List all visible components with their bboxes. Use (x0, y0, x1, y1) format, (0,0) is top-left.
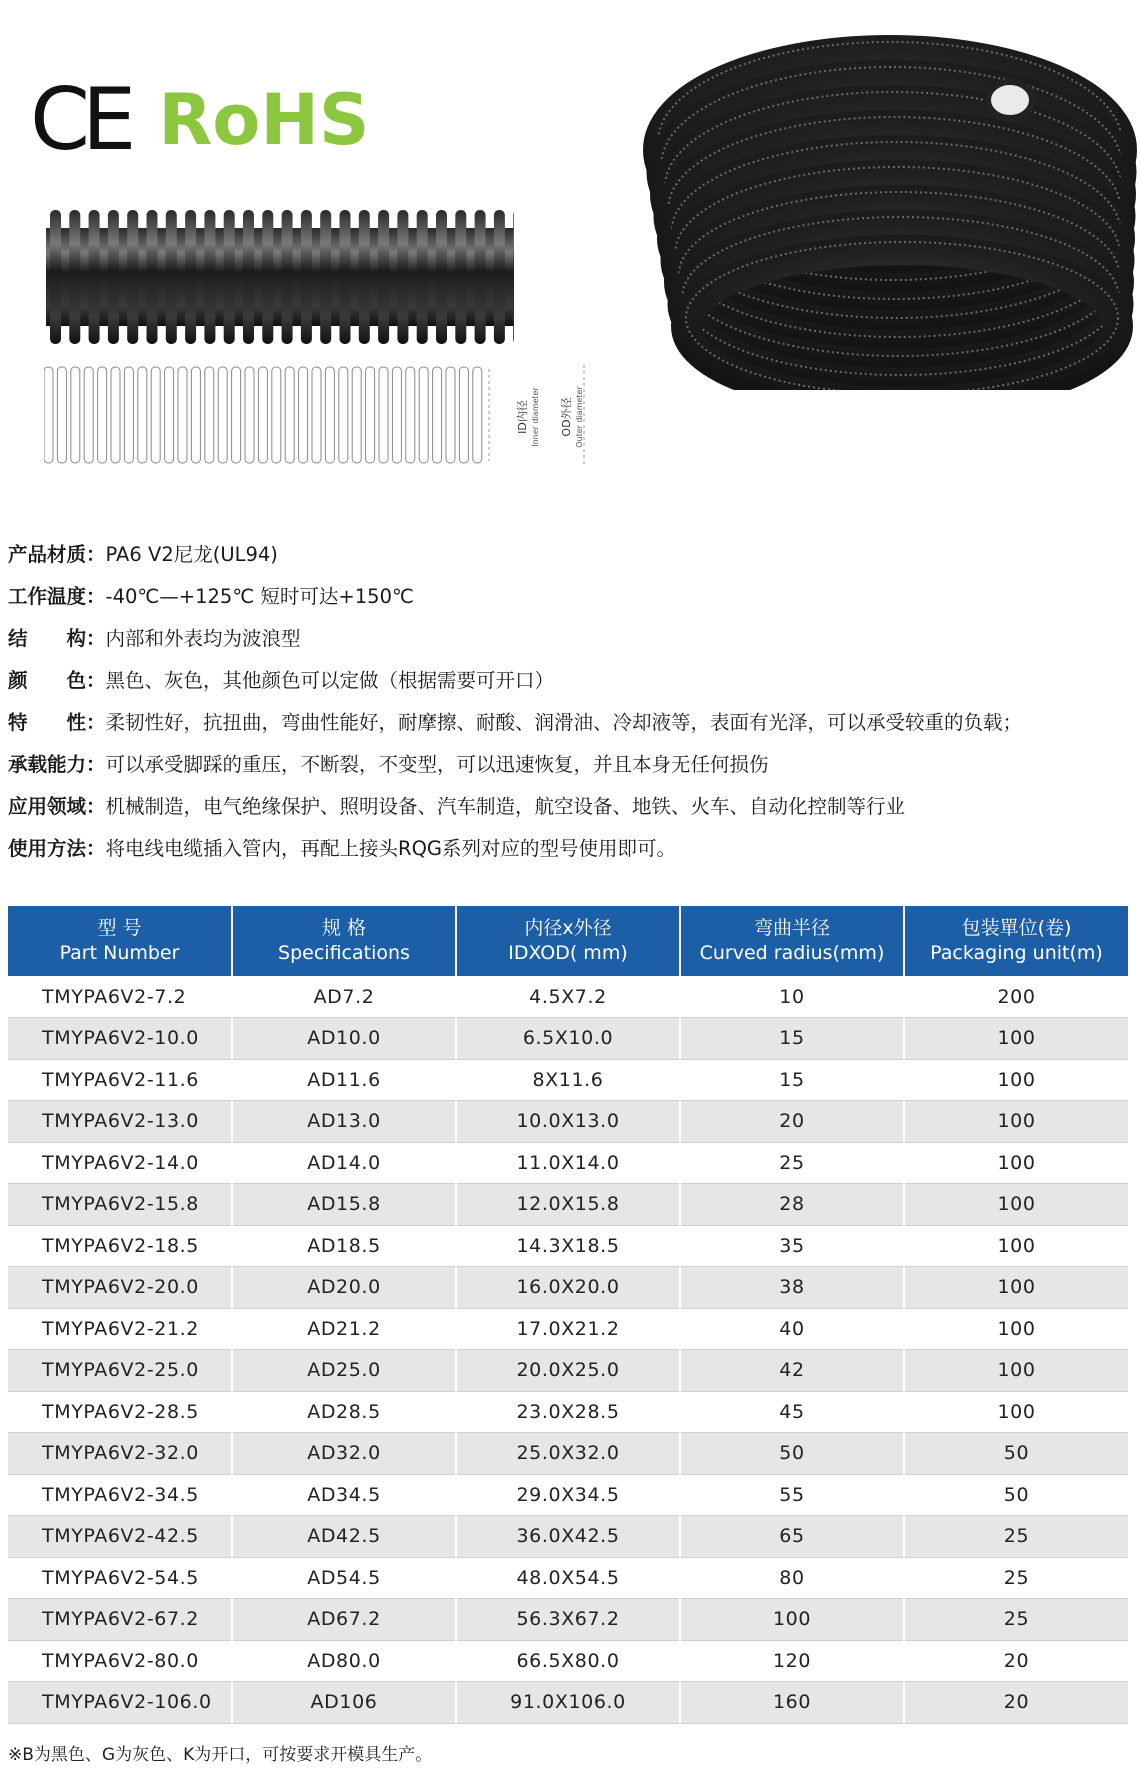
table-cell: 100 (904, 1308, 1128, 1350)
table-cell: 8X11.6 (456, 1059, 680, 1101)
table-cell: TMYPA6V2-21.2 (8, 1308, 232, 1350)
table-cell: 66.5X80.0 (456, 1640, 680, 1682)
table-cell: 50 (904, 1474, 1128, 1516)
drawing-rib (111, 367, 120, 463)
drawing-rib (84, 367, 93, 463)
drawing-rib (71, 367, 80, 463)
column-header-cn: 包装單位(卷) (961, 917, 1072, 939)
table-cell: AD10.0 (232, 1018, 456, 1060)
column-header-cn: 型 号 (97, 917, 142, 939)
hose-rib (89, 210, 100, 344)
table-cell: TMYPA6V2-14.0 (8, 1142, 232, 1184)
table-cell: 65 (680, 1516, 904, 1558)
hose-end-opening (988, 82, 1032, 118)
table-cell: 100 (904, 1059, 1128, 1101)
table-cell: 100 (904, 1184, 1128, 1226)
spec-label: 工作温度 (8, 585, 87, 608)
drawing-rib (178, 367, 187, 463)
table-cell: AD54.5 (232, 1557, 456, 1599)
drawing-rib (124, 367, 133, 463)
table-cell: TMYPA6V2-15.8 (8, 1184, 232, 1226)
table-cell: AD21.2 (232, 1308, 456, 1350)
table-cell: 40 (680, 1308, 904, 1350)
hose-rib (262, 210, 273, 344)
spec-value: -40℃—+125℃ 短时可达+150℃ (105, 585, 414, 608)
spec-value: 机械制造，电气绝缘保护、照明设备、汽车制造，航空设备、地铁、火车、自动化控制等行业 (105, 795, 906, 818)
table-cell: 10 (680, 976, 904, 1018)
spec-label: 颜 色 (8, 669, 87, 692)
table-cell: TMYPA6V2-42.5 (8, 1516, 232, 1558)
table-cell: AD28.5 (232, 1391, 456, 1433)
table-cell: AD7.2 (232, 976, 456, 1018)
spec-row (8, 576, 1133, 618)
spec-table-container (8, 906, 1128, 1724)
table-cell: AD67.2 (232, 1599, 456, 1641)
drawing-rib (151, 367, 160, 463)
hose-rib (50, 210, 61, 344)
table-cell: AD80.0 (232, 1640, 456, 1682)
table-cell: 17.0X21.2 (456, 1308, 680, 1350)
drawing-rib (272, 367, 281, 463)
table-cell: TMYPA6V2-25.0 (8, 1350, 232, 1392)
table-cell: AD42.5 (232, 1516, 456, 1558)
drawing-rib (191, 367, 200, 463)
column-header-en: Curved radius(mm) (699, 942, 885, 964)
table-cell: 42 (680, 1350, 904, 1392)
hose-side-photo (46, 210, 514, 344)
column-header-cn: 内径x外径 (524, 917, 612, 939)
drawing-rib (419, 367, 428, 463)
table-cell: AD15.8 (232, 1184, 456, 1226)
hose-rib (282, 210, 293, 344)
table-cell: 25 (904, 1599, 1128, 1641)
table-cell: TMYPA6V2-13.0 (8, 1101, 232, 1143)
drawing-rib (459, 367, 468, 463)
hose-rib (204, 210, 215, 344)
hose-dimension-drawing (44, 365, 604, 465)
table-cell: 160 (680, 1682, 904, 1724)
id-sublabel: Inner diameter (531, 387, 540, 447)
table-row (8, 1184, 1128, 1226)
footnote: ※B为黑色、G为灰色、K为开口，可按要求开模具生产。 (8, 1745, 433, 1765)
drawing-rib (312, 367, 321, 463)
table-cell: 35 (680, 1225, 904, 1267)
table-cell: AD13.0 (232, 1101, 456, 1143)
hose-rib (69, 210, 80, 344)
table-cell: 56.3X67.2 (456, 1599, 680, 1641)
table-cell: 38 (680, 1267, 904, 1309)
spec-separator: ： (86, 753, 106, 776)
drawing-rib (285, 367, 294, 463)
drawing-rib (379, 367, 388, 463)
table-cell: 15 (680, 1018, 904, 1060)
table-cell: 28 (680, 1184, 904, 1226)
table-cell: 20 (680, 1101, 904, 1143)
table-row (8, 1557, 1128, 1599)
table-cell: 25 (904, 1516, 1128, 1558)
table-row (8, 1267, 1128, 1309)
table-cell: 29.0X34.5 (456, 1474, 680, 1516)
hose-rib (378, 210, 389, 344)
table-cell: TMYPA6V2-11.6 (8, 1059, 232, 1101)
table-cell: 100 (904, 1142, 1128, 1184)
drawing-rib (138, 367, 147, 463)
table-cell: 91.0X106.0 (456, 1682, 680, 1724)
spec-label: 应用领域 (8, 795, 87, 818)
table-cell: 25 (904, 1557, 1128, 1599)
table-cell: TMYPA6V2-18.5 (8, 1225, 232, 1267)
column-header-cn: 弯曲半径 (753, 917, 830, 939)
table-row (8, 1391, 1128, 1433)
table-row (8, 1101, 1128, 1143)
table-cell: 11.0X14.0 (456, 1142, 680, 1184)
hose-rib (397, 210, 408, 344)
table-cell: 50 (680, 1433, 904, 1475)
hose-rib (243, 210, 254, 344)
table-cell: AD32.0 (232, 1433, 456, 1475)
product-hero (0, 0, 1140, 520)
table-cell: 25 (680, 1142, 904, 1184)
table-cell: TMYPA6V2-80.0 (8, 1640, 232, 1682)
table-cell: 16.0X20.0 (456, 1267, 680, 1309)
table-cell: TMYPA6V2-106.0 (8, 1682, 232, 1724)
drawing-rib (57, 367, 66, 463)
table-cell: AD18.5 (232, 1225, 456, 1267)
hose-rib (513, 210, 514, 344)
table-cell: 36.0X42.5 (456, 1516, 680, 1558)
id-label: ID内径 (516, 400, 529, 434)
drawing-rib (299, 367, 308, 463)
table-row (8, 1682, 1128, 1724)
table-cell: 12.0X15.8 (456, 1184, 680, 1226)
drawing-rib (258, 367, 267, 463)
spec-separator: ： (86, 669, 106, 692)
table-row (8, 1308, 1128, 1350)
column-header (904, 906, 1128, 976)
spec-value: 将电线电缆插入管内，再配上接头RQG系列对应的型号使用即可。 (105, 837, 677, 860)
table-cell: AD11.6 (232, 1059, 456, 1101)
table-cell: TMYPA6V2-10.0 (8, 1018, 232, 1060)
hose-rib (185, 210, 196, 344)
spec-label: 产品材质 (8, 543, 87, 566)
table-cell: 20 (904, 1682, 1128, 1724)
table-cell: TMYPA6V2-67.2 (8, 1599, 232, 1641)
drawing-rib (433, 367, 442, 463)
spec-row (8, 786, 1133, 828)
spec-separator: ： (86, 711, 106, 734)
drawing-rib (325, 367, 334, 463)
table-cell: 20 (904, 1640, 1128, 1682)
table-cell: 45 (680, 1391, 904, 1433)
table-cell: 4.5X7.2 (456, 976, 680, 1018)
table-cell: 14.3X18.5 (456, 1225, 680, 1267)
hose-rib (455, 210, 466, 344)
spec-row (8, 744, 1133, 786)
table-cell: TMYPA6V2-28.5 (8, 1391, 232, 1433)
spec-value: 柔韧性好，抗扭曲，弯曲性能好，耐摩擦、耐酸、润滑油、冷却液等，表面有光泽，可以承受较重的负载； (105, 711, 1023, 734)
column-header (8, 906, 232, 976)
table-cell: 100 (680, 1599, 904, 1641)
spec-separator: ： (86, 627, 106, 650)
spec-label: 特 性 (8, 711, 87, 734)
spec-table (8, 906, 1128, 1724)
drawing-rib (406, 367, 415, 463)
table-row (8, 1059, 1128, 1101)
table-cell: 200 (904, 976, 1128, 1018)
spec-label: 结 构 (8, 627, 87, 650)
drawing-rib (232, 367, 241, 463)
table-cell: 100 (904, 1391, 1128, 1433)
column-header-en: Packaging unit(m) (930, 942, 1103, 964)
spec-row (8, 618, 1133, 660)
drawing-rib (392, 367, 401, 463)
table-cell: TMYPA6V2-34.5 (8, 1474, 232, 1516)
table-cell: TMYPA6V2-32.0 (8, 1433, 232, 1475)
table-cell: 100 (904, 1267, 1128, 1309)
drawing-rib (44, 367, 53, 463)
table-cell: 100 (904, 1101, 1128, 1143)
table-cell: AD34.5 (232, 1474, 456, 1516)
table-cell: 10.0X13.0 (456, 1101, 680, 1143)
drawing-rib (366, 367, 375, 463)
hose-rib (108, 210, 119, 344)
table-cell: 15 (680, 1059, 904, 1101)
column-header-en: IDXOD( mm) (508, 942, 628, 964)
table-row (8, 1599, 1128, 1641)
drawing-rib (245, 367, 254, 463)
hose-rib (417, 210, 428, 344)
spec-separator: ： (86, 837, 106, 860)
od-sublabel: Outer diameter (575, 386, 584, 448)
table-header-row (8, 906, 1128, 976)
drawing-rib (352, 367, 361, 463)
spec-row (8, 702, 1133, 744)
table-cell: 23.0X28.5 (456, 1391, 680, 1433)
rohs-logo: RoHS (158, 79, 370, 161)
table-cell: 80 (680, 1557, 904, 1599)
table-cell: 25.0X32.0 (456, 1433, 680, 1475)
table-cell: 48.0X54.5 (456, 1557, 680, 1599)
spec-row (8, 828, 1133, 870)
drawing-rib (218, 367, 227, 463)
hose-rib (494, 210, 505, 344)
spec-value: 内部和外表均为波浪型 (105, 627, 301, 650)
table-row (8, 1474, 1128, 1516)
spec-label: 承载能力 (8, 753, 87, 776)
certification-logos (30, 70, 370, 170)
drawing-rib (205, 367, 214, 463)
table-cell: 100 (904, 1225, 1128, 1267)
hose-rib (147, 210, 158, 344)
column-header (456, 906, 680, 976)
hose-rib (320, 210, 331, 344)
drawing-rib (165, 367, 174, 463)
table-row (8, 1640, 1128, 1682)
table-row (8, 1350, 1128, 1392)
table-cell: 50 (904, 1433, 1128, 1475)
table-cell: TMYPA6V2-7.2 (8, 976, 232, 1018)
drawing-rib (98, 367, 107, 463)
column-header-en: Part Number (59, 942, 180, 964)
table-cell: TMYPA6V2-20.0 (8, 1267, 232, 1309)
table-row (8, 1433, 1128, 1475)
table-cell: 100 (904, 1018, 1128, 1060)
table-row (8, 1225, 1128, 1267)
drawing-rib (446, 367, 455, 463)
table-cell: 6.5X10.0 (456, 1018, 680, 1060)
hose-rib (436, 210, 447, 344)
table-row (8, 976, 1128, 1018)
table-row (8, 1018, 1128, 1060)
spec-value: 黑色、灰色，其他颜色可以定做（根据需要可开口） (105, 669, 555, 692)
hose-coil-photo (640, 30, 1140, 390)
spec-value: PA6 V2尼龙(UL94) (105, 543, 278, 566)
table-cell: TMYPA6V2-54.5 (8, 1557, 232, 1599)
hose-rib (359, 210, 370, 344)
table-cell: AD20.0 (232, 1267, 456, 1309)
spec-value: 可以承受脚踩的重压，不断裂，不变型，可以迅速恢复，并且本身无任何损伤 (105, 753, 769, 776)
ce-logo: CE (30, 70, 129, 170)
drawing-rib (473, 367, 482, 463)
spec-separator: ： (86, 795, 106, 818)
column-header (680, 906, 904, 976)
hose-rib (340, 210, 351, 344)
spec-separator: ： (86, 585, 106, 608)
hose-rib (224, 210, 235, 344)
spec-label: 使用方法 (8, 837, 87, 860)
column-header-cn: 规 格 (321, 917, 367, 939)
table-cell: AD25.0 (232, 1350, 456, 1392)
hose-rib (127, 210, 138, 344)
table-row (8, 1142, 1128, 1184)
od-label: OD外径 (560, 397, 573, 437)
column-header (232, 906, 456, 976)
table-cell: AD106 (232, 1682, 456, 1724)
hose-rib (301, 210, 312, 344)
table-cell: 55 (680, 1474, 904, 1516)
table-row (8, 1516, 1128, 1558)
hose-rib (475, 210, 486, 344)
table-cell: 20.0X25.0 (456, 1350, 680, 1392)
drawing-rib (339, 367, 348, 463)
product-specifications (8, 534, 1133, 870)
table-cell: AD14.0 (232, 1142, 456, 1184)
hose-rib (166, 210, 177, 344)
table-cell: 120 (680, 1640, 904, 1682)
table-cell: 100 (904, 1350, 1128, 1392)
spec-row (8, 534, 1133, 576)
spec-row (8, 660, 1133, 702)
spec-separator: ： (86, 543, 106, 566)
column-header-en: Specifications (278, 942, 410, 964)
